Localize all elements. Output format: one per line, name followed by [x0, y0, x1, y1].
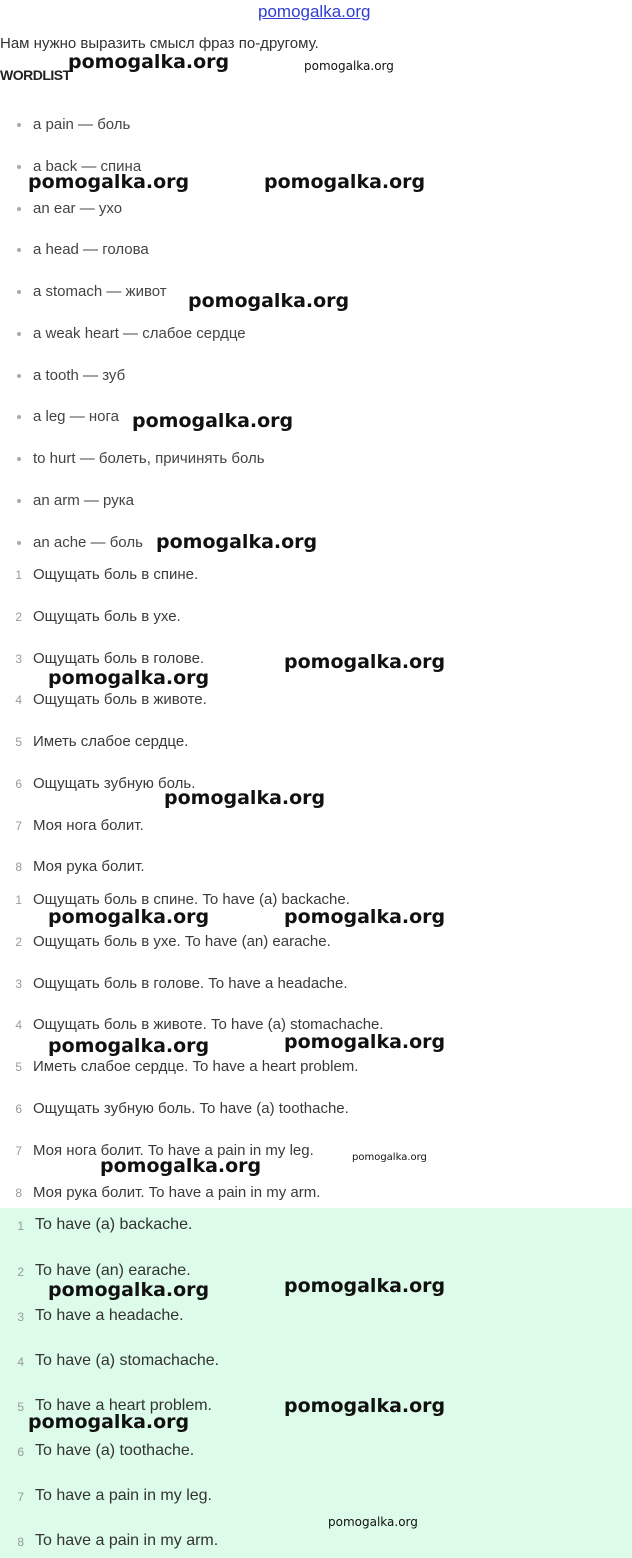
item-number: 5 [17, 1400, 24, 1414]
watermark: pomogalka.org [284, 906, 446, 928]
task-item: Ощущать боль в животе. [33, 691, 207, 708]
task-item: Ощущать боль в ухе. [33, 608, 181, 625]
list-item: to hurt — болеть, причинять боль [33, 450, 265, 467]
list-item: a head — голова [33, 241, 149, 258]
solution-item: Моя рука болит. To have a pain in my arm. [33, 1184, 321, 1201]
item-number: 6 [15, 1102, 22, 1116]
site-title-link[interactable]: pomogalka.org [258, 2, 371, 21]
watermark: pomogalka.org [264, 171, 426, 193]
watermark: pomogalka.org [188, 290, 350, 312]
task-item: Иметь слабое сердце. [33, 733, 189, 750]
item-number: 1 [15, 568, 22, 582]
list-item: a weak heart — слабое сердце [33, 325, 246, 342]
item-number: 8 [15, 860, 22, 874]
watermark: pomogalka.org [164, 787, 326, 809]
solution-item: Ощущать боль в животе. To have (a) stomachache. [33, 1016, 384, 1033]
bullet-icon [17, 123, 21, 127]
item-number: 7 [17, 1490, 24, 1504]
bullet-icon [17, 165, 21, 169]
list-item: an ache — боль [33, 534, 143, 551]
item-number: 5 [15, 735, 22, 749]
watermark: pomogalka.org [48, 667, 210, 689]
watermark: pomogalka.org [328, 1515, 418, 1529]
task-item: Ощущать зубную боль. [33, 775, 196, 792]
watermark: pomogalka.org [352, 1152, 427, 1163]
answer-item: To have a pain in my arm. [35, 1532, 219, 1549]
bullet-icon [17, 541, 21, 545]
bullet-icon [17, 415, 21, 419]
watermark: pomogalka.org [48, 906, 210, 928]
answer-item: To have (a) backache. [35, 1216, 193, 1233]
answer-item: To have a heart problem. [35, 1397, 212, 1414]
item-number: 8 [15, 1186, 22, 1200]
watermark: pomogalka.org [156, 531, 318, 553]
item-number: 4 [17, 1355, 24, 1369]
watermark: pomogalka.org [28, 171, 190, 193]
item-number: 6 [15, 777, 22, 791]
list-item: an ear — ухо [33, 200, 122, 217]
item-number: 1 [17, 1219, 24, 1233]
list-item: an arm — рука [33, 492, 134, 509]
watermark: pomogalka.org [48, 1279, 210, 1301]
item-number: 3 [15, 652, 22, 666]
solution-item: Ощущать боль в спине. To have (a) backache. [33, 891, 350, 908]
bullet-icon [17, 374, 21, 378]
answer-item: To have a headache. [35, 1307, 184, 1324]
list-item: a stomach — живот [33, 283, 167, 300]
wordlist-heading: WORDLIST [0, 67, 71, 83]
watermark: pomogalka.org [28, 1411, 190, 1433]
task-item: Ощущать боль в голове. [33, 650, 205, 667]
item-number: 4 [15, 1018, 22, 1032]
item-number: 7 [15, 819, 22, 833]
watermark: pomogalka.org [284, 651, 446, 673]
watermark: pomogalka.org [284, 1395, 446, 1417]
answer-item: To have a pain in my leg. [35, 1487, 212, 1504]
item-number: 5 [15, 1060, 22, 1074]
list-item: a pain — боль [33, 116, 130, 133]
bullet-icon [17, 457, 21, 461]
bullet-icon [17, 499, 21, 503]
answer-box [0, 1208, 632, 1558]
watermark: pomogalka.org [284, 1031, 446, 1053]
item-number: 7 [15, 1144, 22, 1158]
task-item: Моя рука болит. [33, 858, 145, 875]
watermark: pomogalka.org [284, 1275, 446, 1297]
solution-item: Ощущать боль в ухе. To have (an) earache. [33, 933, 331, 950]
item-number: 2 [15, 935, 22, 949]
list-item: a leg — нога [33, 408, 119, 425]
watermark: pomogalka.org [68, 51, 230, 73]
item-number: 1 [15, 893, 22, 907]
watermark: pomogalka.org [132, 410, 294, 432]
list-item: a tooth — зуб [33, 367, 125, 384]
item-number: 4 [15, 693, 22, 707]
solution-item: Моя нога болит. To have a pain in my leg. [33, 1142, 314, 1159]
bullet-icon [17, 290, 21, 294]
watermark: pomogalka.org [100, 1155, 262, 1177]
solution-item: Иметь слабое сердце. To have a heart problem. [33, 1058, 359, 1075]
bullet-icon [17, 248, 21, 252]
bullet-icon [17, 332, 21, 336]
item-number: 8 [17, 1535, 24, 1549]
item-number: 2 [17, 1265, 24, 1279]
item-number: 6 [17, 1445, 24, 1459]
task-item: Ощущать боль в спине. [33, 566, 199, 583]
task-item: Моя нога болит. [33, 817, 144, 834]
solution-item: Ощущать зубную боль. To have (a) toothache. [33, 1100, 349, 1117]
watermark: pomogalka.org [48, 1035, 210, 1057]
answer-item: To have (an) earache. [35, 1262, 191, 1279]
item-number: 3 [17, 1310, 24, 1324]
watermark: pomogalka.org [304, 59, 394, 73]
intro-text: Нам нужно выразить смысл фраз по-другому. [0, 35, 319, 52]
answer-item: To have (a) toothache. [35, 1442, 195, 1459]
bullet-icon [17, 207, 21, 211]
item-number: 2 [15, 610, 22, 624]
item-number: 3 [15, 977, 22, 991]
answer-item: To have (a) stomachache. [35, 1352, 220, 1369]
list-item: a back — спина [33, 158, 141, 175]
solution-item: Ощущать боль в голове. To have a headache. [33, 975, 348, 992]
